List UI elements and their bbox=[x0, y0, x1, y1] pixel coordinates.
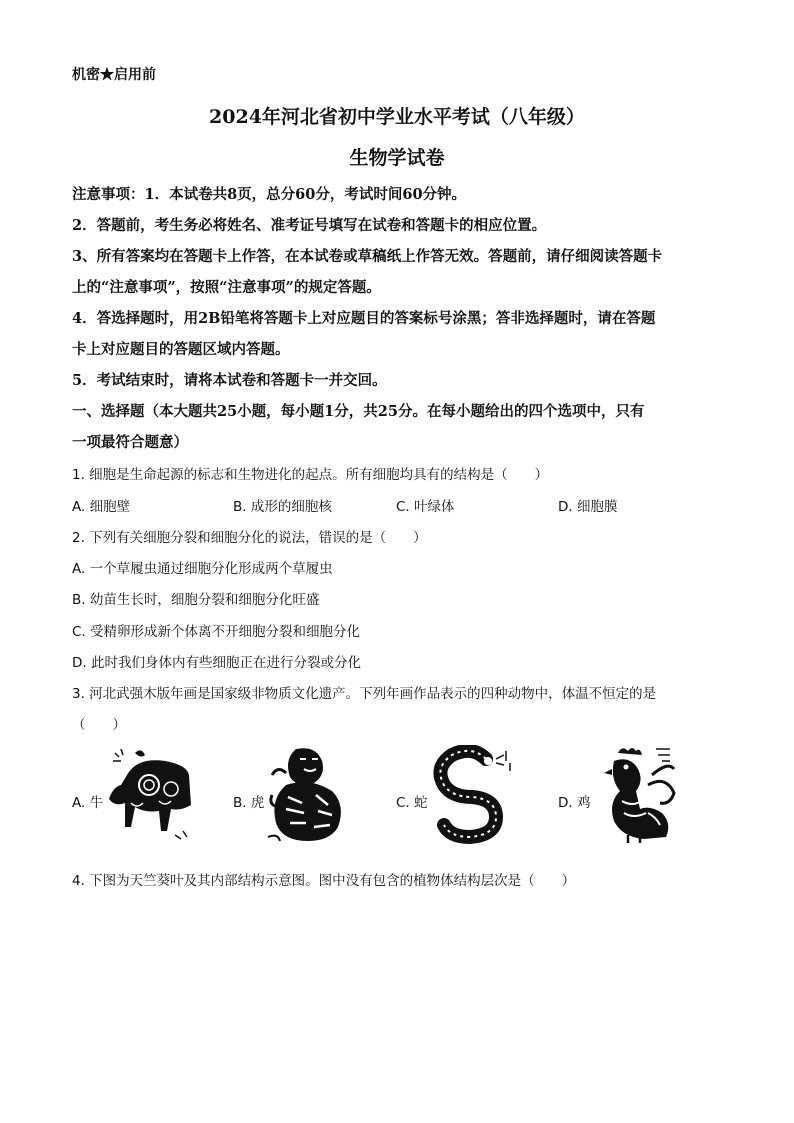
q2-option-b[interactable]: B. 幼苗生长时，细胞分裂和细胞分化旺盛 bbox=[72, 592, 320, 608]
q1-stem: 1. 细胞是生命起源的标志和生物进化的起点。所有细胞均具有的结构是（ ） bbox=[72, 467, 549, 483]
ox-woodcut-icon bbox=[105, 745, 197, 845]
notice-line-1: 注意事项：1．本试卷共8页，总分60分，考试时间60分钟。 bbox=[72, 186, 467, 203]
section-heading-line-2: 一项最符合题意） bbox=[72, 434, 188, 451]
q2-option-c[interactable]: C. 受精卵形成新个体离不开细胞分裂和细胞分化 bbox=[72, 624, 361, 640]
notice-line-5: 4．答选择题时，用2B铅笔将答题卡上对应题目的答案标号涂黑；答非选择题时，请在答题 bbox=[72, 310, 656, 327]
notice-line-4: 上的“注意事项”，按照“注意事项”的规定答题。 bbox=[72, 279, 381, 296]
q2-stem: 2. 下列有关细胞分裂和细胞分化的说法，错误的是（ ） bbox=[72, 530, 427, 546]
q2-option-d[interactable]: D. 此时我们身体内有些细胞正在进行分裂或分化 bbox=[72, 655, 361, 671]
notice-line-3: 3、所有答案均在答题卡上作答，在本试卷或草稿纸上作答无效。答题前，请仔细阅读答题卡 bbox=[72, 248, 663, 265]
exam-subtitle: 生物学试卷 bbox=[349, 147, 445, 169]
q3-stem-end: （ ） bbox=[72, 717, 126, 733]
q3-stem: 3. 河北武强木版年画是国家级非物质文化遗产。下列年画作品表示的四种动物中，体温不恒定的是 bbox=[72, 686, 657, 702]
notice-line-6: 卡上对应题目的答题区域内答题。 bbox=[72, 341, 290, 358]
tiger-woodcut-icon bbox=[266, 745, 348, 845]
confidential-mark: 机密★启用前 bbox=[72, 67, 156, 83]
notice-line-2: 2．答题前，考生务必将姓名、准考证号填写在试卷和答题卡的相应位置。 bbox=[72, 217, 547, 234]
exam-title: 2024年河北省初中学业水平考试（八年级） bbox=[209, 106, 585, 128]
q1-option-c[interactable]: C. 叶绿体 bbox=[396, 499, 455, 515]
snake-woodcut-icon bbox=[430, 745, 520, 845]
q3-option-a[interactable]: A. 牛 bbox=[72, 795, 104, 811]
q4-stem: 4. 下图为天竺葵叶及其内部结构示意图。图中没有包含的植物体结构层次是（ ） bbox=[72, 873, 576, 889]
notice-line-7: 5．考试结束时，请将本试卷和答题卡一并交回。 bbox=[72, 372, 387, 389]
section-heading-line-1: 一、选择题（本大题共25小题，每小题1分，共25分。在每小题给出的四个选项中，只有 bbox=[72, 403, 645, 420]
q1-option-a[interactable]: A. 细胞壁 bbox=[72, 499, 131, 515]
q3-option-d[interactable]: D. 鸡 bbox=[558, 795, 591, 811]
q1-option-d[interactable]: D. 细胞膜 bbox=[558, 499, 618, 515]
q3-option-c[interactable]: C. 蛇 bbox=[396, 795, 428, 811]
q3-option-b[interactable]: B. 虎 bbox=[233, 795, 265, 811]
q2-option-a[interactable]: A. 一个草履虫通过细胞分化形成两个草履虫 bbox=[72, 561, 333, 577]
rooster-woodcut-icon bbox=[592, 745, 680, 845]
q1-option-b[interactable]: B. 成形的细胞核 bbox=[233, 499, 332, 515]
